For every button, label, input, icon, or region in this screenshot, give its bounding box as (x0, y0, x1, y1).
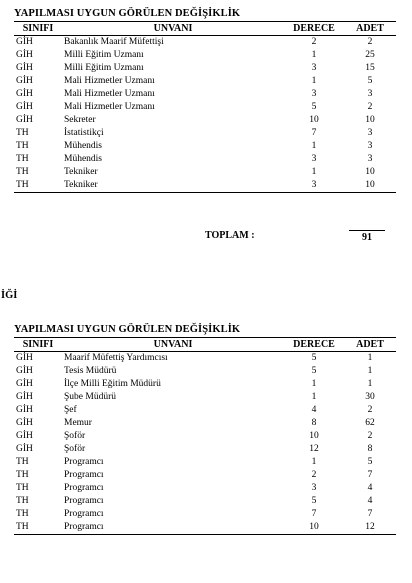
cell-derece: 7 (311, 128, 317, 138)
cell-derece: 4 (311, 405, 317, 415)
table-row (14, 482, 396, 495)
cell-derece: 1 (311, 141, 317, 151)
table-row (14, 417, 396, 430)
cell-unvan: Tekniker (62, 179, 284, 193)
table-row (14, 166, 396, 179)
cell-sinif: TH (16, 470, 29, 480)
cell-adet: 2 (367, 431, 373, 441)
table-row (14, 456, 396, 469)
table-row (14, 365, 396, 378)
cell-derece: 10 (284, 521, 344, 535)
cell-unvan: İstatistikçi (64, 128, 104, 138)
cell-sinif: GİH (16, 102, 33, 112)
cell-adet: 5 (367, 76, 373, 86)
section1-table-body (14, 36, 396, 193)
cell-adet: 1 (367, 366, 373, 376)
cell-sinif: GİH (16, 444, 33, 454)
section1-title: YAPILMASI UYGUN GÖRÜLEN DEĞİŞİKLİK (14, 8, 241, 19)
cell-unvan: Şoför (64, 431, 86, 441)
table-row (14, 114, 396, 127)
table-row (14, 179, 396, 193)
cell-derece: 5 (311, 353, 317, 363)
cell-sinif: TH (14, 521, 62, 535)
header-unvan: UNVANI (62, 22, 284, 36)
cell-adet: 3 (367, 141, 373, 151)
cell-unvan: Mali Hizmetler Uzmanı (64, 76, 155, 86)
total-label: TOPLAM : (205, 230, 255, 241)
cell-sinif: TH (16, 128, 29, 138)
cell-derece: 12 (309, 444, 319, 454)
cell-adet: 2 (367, 102, 373, 112)
cell-sinif: TH (16, 509, 29, 519)
header-sinif: SINIFI (14, 22, 62, 36)
cell-unvan: Bakanlık Maarif Müfettişi (64, 37, 164, 47)
header-unvan: UNVANI (62, 338, 284, 352)
cell-sinif: GİH (16, 115, 33, 125)
table-row (14, 469, 396, 482)
cell-adet: 25 (365, 50, 375, 60)
cell-sinif: GİH (16, 89, 33, 99)
cell-sinif: TH (16, 457, 29, 467)
cell-sinif: GİH (16, 37, 33, 47)
cell-adet: 12 (344, 521, 396, 535)
cell-derece: 1 (311, 392, 317, 402)
table-row (14, 153, 396, 166)
table-row (14, 88, 396, 101)
cell-adet: 10 (365, 167, 375, 177)
cell-adet: 1 (367, 379, 373, 389)
cell-unvan: Milli Eğitim Uzmanı (64, 50, 144, 60)
cell-adet: 62 (365, 418, 375, 428)
cell-adet: 1 (367, 353, 373, 363)
table-row (14, 75, 396, 88)
cell-unvan: Milli Eğitim Uzmanı (64, 63, 144, 73)
cell-sinif: GİH (16, 431, 33, 441)
cell-sinif: GİH (16, 50, 33, 60)
cell-derece: 3 (311, 154, 317, 164)
cell-derece: 3 (311, 89, 317, 99)
header-sinif: SINIFI (14, 338, 62, 352)
cell-unvan: Programcı (64, 509, 104, 519)
cell-sinif: GİH (16, 63, 33, 73)
cell-adet: 4 (367, 483, 373, 493)
table-row (14, 430, 396, 443)
table-row (14, 443, 396, 456)
cell-adet: 2 (367, 37, 373, 47)
table-row (14, 49, 396, 62)
cell-adet: 4 (367, 496, 373, 506)
table-row (14, 140, 396, 153)
table-row (14, 36, 396, 50)
cell-unvan: Şef (64, 405, 77, 415)
cell-adet: 3 (367, 128, 373, 138)
cell-adet: 30 (365, 392, 375, 402)
header-adet: ADET (344, 22, 396, 36)
cell-sinif: GİH (16, 405, 33, 415)
cell-unvan: Tekniker (64, 167, 98, 177)
cell-derece: 2 (311, 37, 317, 47)
cell-derece: 5 (311, 496, 317, 506)
cell-unvan: Mühendis (64, 154, 102, 164)
cell-derece: 10 (309, 115, 319, 125)
cell-derece: 1 (311, 50, 317, 60)
cell-derece: 1 (311, 76, 317, 86)
cell-derece: 5 (311, 366, 317, 376)
cell-adet: 10 (344, 179, 396, 193)
cell-sinif: TH (16, 483, 29, 493)
section2-header-row (14, 338, 396, 352)
cell-unvan: Programcı (64, 496, 104, 506)
cell-unvan: İlçe Milli Eğitim Müdürü (64, 379, 161, 389)
cell-unvan: Şoför (64, 444, 86, 454)
cell-derece: 1 (311, 379, 317, 389)
cell-unvan: Programcı (64, 457, 104, 467)
cell-derece: 3 (284, 179, 344, 193)
cell-unvan: Maarif Müfettiş Yardımcısı (64, 353, 168, 363)
table-row (14, 378, 396, 391)
cell-sinif: GİH (16, 366, 33, 376)
header-derece: DERECE (284, 22, 344, 36)
cell-derece: 1 (311, 457, 317, 467)
cell-derece: 7 (311, 509, 317, 519)
cell-adet: 7 (367, 470, 373, 480)
cell-adet: 15 (365, 63, 375, 73)
table-row (14, 521, 396, 535)
cell-unvan: Mali Hizmetler Uzmanı (64, 102, 155, 112)
cell-unvan: Mali Hizmetler Uzmanı (64, 89, 155, 99)
table-row (14, 127, 396, 140)
cell-adet: 5 (367, 457, 373, 467)
cell-sinif: GİH (16, 379, 33, 389)
cell-unvan: Programcı (64, 483, 104, 493)
cell-adet: 2 (367, 405, 373, 415)
header-derece: DERECE (284, 338, 344, 352)
cell-adet: 8 (367, 444, 373, 454)
cell-derece: 3 (311, 63, 317, 73)
cell-unvan: Sekreter (64, 115, 96, 125)
table-row (14, 101, 396, 114)
total-value: 91 (349, 230, 385, 243)
cell-unvan: Şube Müdürü (64, 392, 116, 402)
table-row (14, 508, 396, 521)
cell-derece: 10 (309, 431, 319, 441)
cell-sinif: GİH (16, 418, 33, 428)
cell-sinif: TH (16, 154, 29, 164)
cell-unvan: Programcı (62, 521, 284, 535)
cell-sinif: TH (14, 179, 62, 193)
cell-unvan: Tesis Müdürü (64, 366, 117, 376)
cell-sinif: GİH (16, 392, 33, 402)
cell-unvan: Programcı (64, 470, 104, 480)
section1-header-row (14, 22, 396, 36)
cut-off-heading-fragment: İĞİ (1, 290, 18, 301)
cell-sinif: GİH (16, 76, 33, 86)
cell-adet: 10 (365, 115, 375, 125)
cell-sinif: TH (16, 167, 29, 177)
table-row (14, 495, 396, 508)
cell-adet: 7 (367, 509, 373, 519)
section2-table-body (14, 352, 396, 535)
section2-title: YAPILMASI UYGUN GÖRÜLEN DEĞİŞİKLİK (14, 324, 241, 335)
cell-sinif: TH (16, 141, 29, 151)
table-row (14, 62, 396, 75)
section2-table (14, 337, 396, 535)
cell-adet: 3 (367, 154, 373, 164)
table-row (14, 404, 396, 417)
cell-sinif: TH (16, 496, 29, 506)
table-row (14, 352, 396, 366)
header-adet: ADET (344, 338, 396, 352)
cell-derece: 1 (311, 167, 317, 177)
cell-derece: 2 (311, 470, 317, 480)
cell-sinif: GİH (16, 353, 33, 363)
cell-derece: 5 (311, 102, 317, 112)
cell-derece: 3 (311, 483, 317, 493)
cell-derece: 8 (311, 418, 317, 428)
section1-table (14, 21, 396, 193)
table-row (14, 391, 396, 404)
cell-adet: 3 (367, 89, 373, 99)
cell-unvan: Mühendis (64, 141, 102, 151)
cell-unvan: Memur (64, 418, 92, 428)
